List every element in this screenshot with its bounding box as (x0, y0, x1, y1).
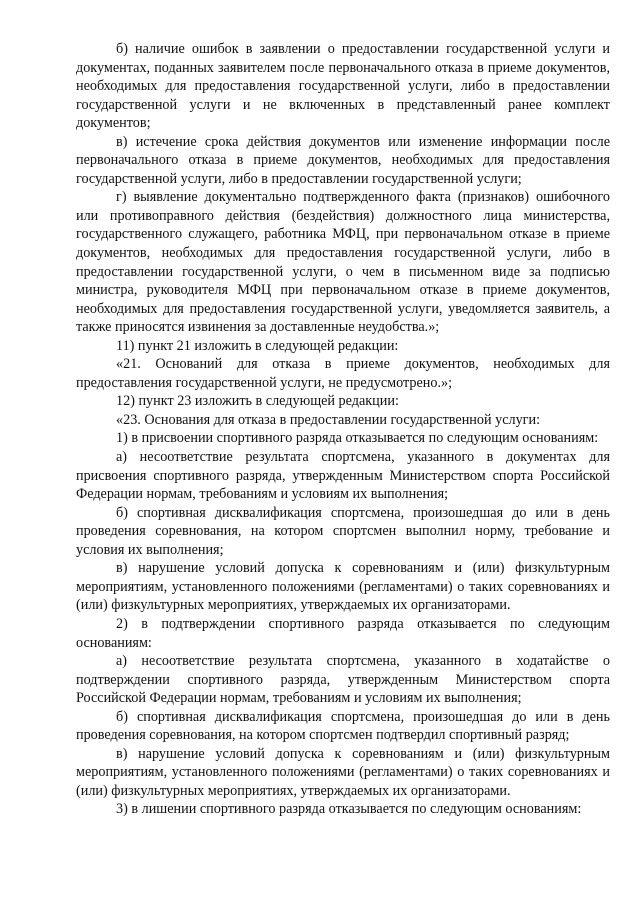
paragraph-amend-point-21: 11) пункт 21 изложить в следующей редакции: (116, 337, 399, 354)
paragraph-assignment-v: в) нарушение условий допуска к соревнованиям и (или) физкультурным мероприятиям, установленного положениями (регламентами) о таких соревнованиях и (или) физкультурных мероприятиях, утверждаемых их организаторами. (76, 560, 610, 614)
paragraph-point-21-text: «21. Оснований для отказа в приеме документов, необходимых для предоставления государственной услуги, не предусмотрено.»; (76, 356, 610, 391)
paragraph-item-g-misconduct: г) выявление документально подтвержденного факта (признаков) ошибочного или противоправного действия (бездействия) должностного лица министерства, государственного служащего, работника МФЦ, при первоначальном отказе в приеме документов, необходимых для предоставления государственной услуги, либо в предоставлении государственной услуги, о чем в письменном виде за подписью министра, руководителя МФЦ при первоначальном отказе в приеме документов, необходимых для предоставления государственной услуги, уведомляется заявитель, а также приносятся извинения за доставленные неудобства.»; (76, 189, 610, 336)
paragraph-assignment-b: б) спортивная дисквалификация спортсмена, произошедшая до или в день проведения соревнования, на котором спортсмен выполнил норму, требование и условия их выполнения; (76, 504, 610, 558)
paragraph-confirmation-a: а) несоответствие результата спортсмена, указанного в ходатайстве о подтверждении спортивного разряда, утвержденным Министерством спорта Российской Федерации нормам, требованиям и условиям их выполнения; (76, 653, 610, 707)
paragraph-point-23-heading: «23. Основания для отказа в предоставлении государственной услуги: (116, 411, 541, 428)
paragraph-confirmation-v: в) нарушение условий допуска к соревнованиям и (или) физкультурным мероприятиям, установленного положениями (регламентами) о таких соревнованиях и (или) физкультурных мероприятиях, утверждаемых их организаторами. (76, 745, 610, 799)
paragraph-amend-point-23: 12) пункт 23 изложить в следующей редакции: (116, 393, 399, 410)
paragraph-item-v-expiry: в) истечение срока действия документов или изменение информации после первоначального отказа в приеме документов, необходимых для предоставления государственной услуги, либо в предоставлении государственной услуги; (76, 133, 610, 187)
paragraph-refuse-deprivation: 3) в лишении спортивного разряда отказывается по следующим основаниям: (116, 801, 582, 818)
paragraph-refuse-assignment: 1) в присвоении спортивного разряда отказывается по следующим основаниям: (116, 430, 599, 447)
paragraph-item-b-errors: б) наличие ошибок в заявлении о предоставлении государственной услуги и документах, поданных заявителем после первоначального отказа в приеме документов, необходимых для предоставления государственной услуги, либо в предоставлении государственной услуги и не включенных в представленный ранее комплект документов; (76, 41, 610, 132)
paragraph-refuse-confirmation: 2) в подтверждении спортивного разряда отказывается по следующим основаниям: (76, 615, 610, 651)
paragraph-confirmation-b: б) спортивная дисквалификация спортсмена, произошедшая до или в день проведения соревнования, на котором спортсмен подтвердил спортивный разряд; (76, 708, 610, 744)
paragraph-assignment-a: а) несоответствие результата спортсмена, указанного в документах для присвоения спортивного разряда, утвержденным Министерством спорта Российской Федерации нормам, требованиям и условиям их выполнения; (76, 449, 610, 503)
document-body (76, 40, 610, 819)
